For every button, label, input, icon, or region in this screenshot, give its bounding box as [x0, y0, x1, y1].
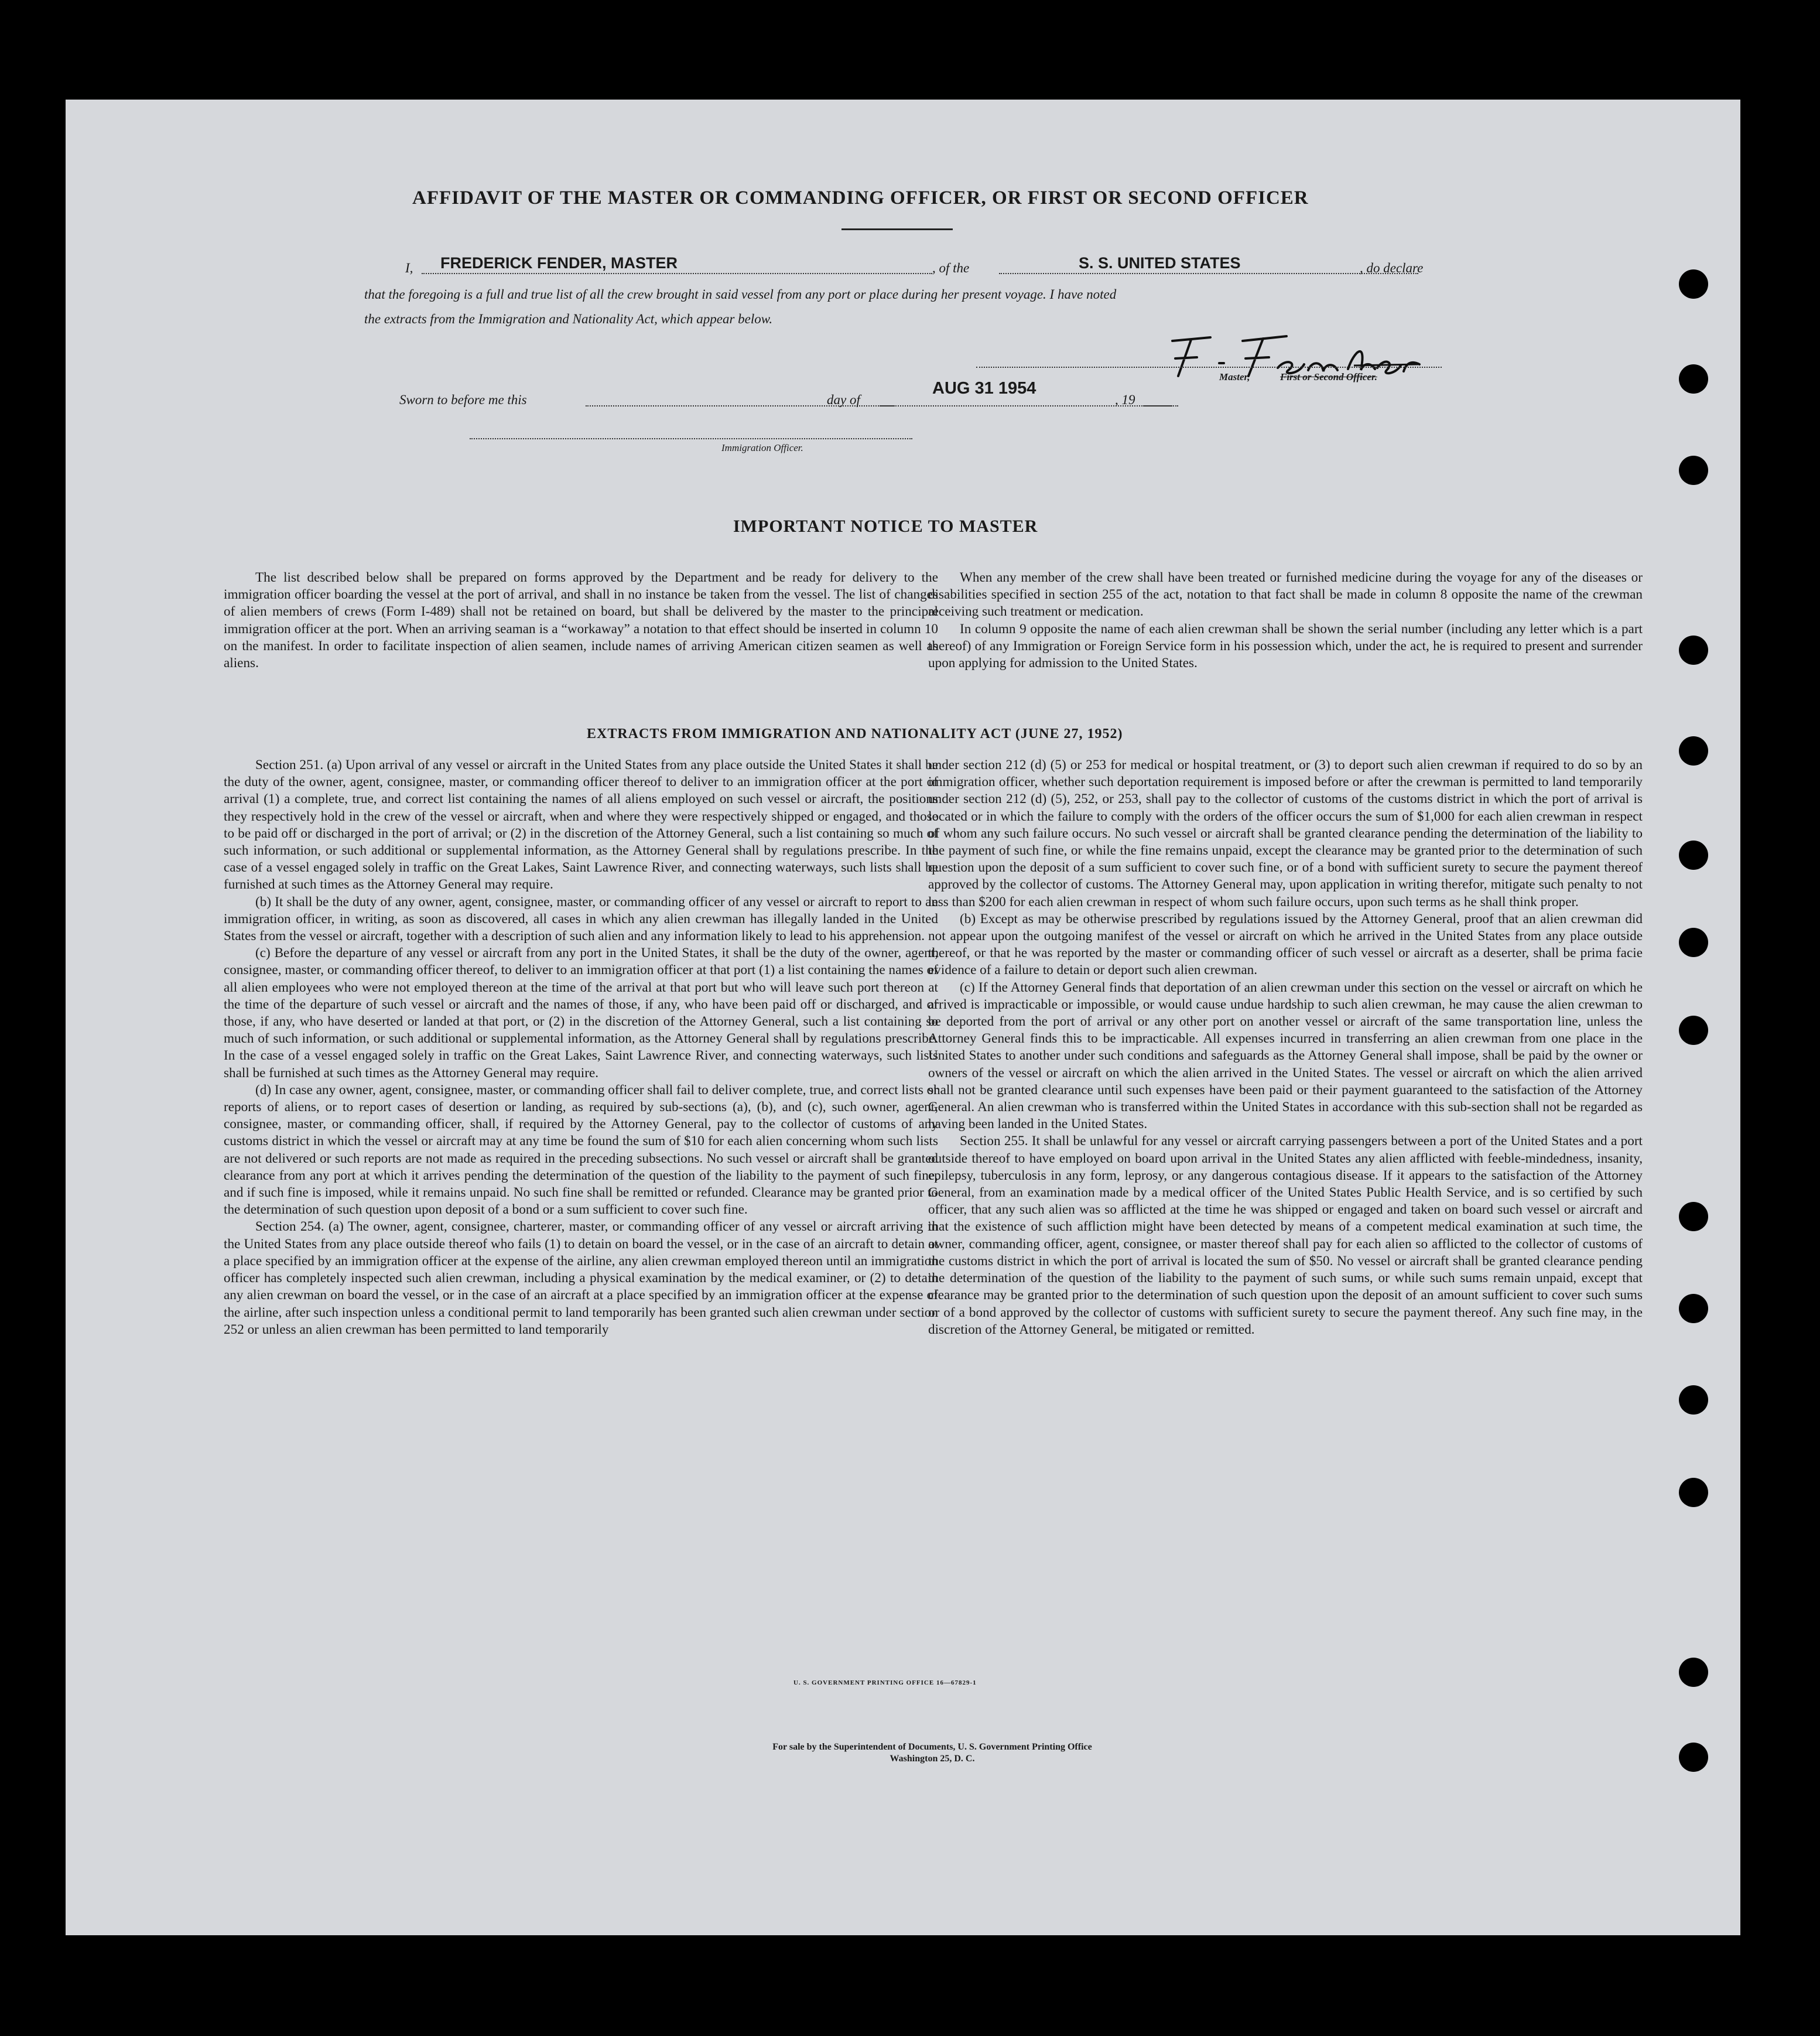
day-of-label: day of — [827, 392, 860, 407]
for-sale-line-2: Washington 25, D. C. — [890, 1754, 975, 1764]
notice-right-text-1: When any member of the crew shall have been treated or furnished medicine during the voyage for any of the diseases or disabilities specified in section 255 of the act, notation to that fact shall be made in column 8 opposite the name of the crewman receiving such treatment or medication. — [928, 570, 1643, 620]
for-sale-line-1: For sale by the Superintendent of Documents, U. S. Government Printing Office — [772, 1742, 1092, 1752]
printing-office-line: U. S. GOVERNMENT PRINTING OFFICE 16—67829-1 — [793, 1679, 977, 1686]
statement-line-1: that the foregoing is a full and true list of all the crew brought in said vessel from any port or place during her present voyage. I have noted — [364, 287, 1117, 302]
of-the-label: , of the — [932, 261, 970, 275]
struck-officer-label: First or Second Officer. — [1280, 371, 1377, 382]
sworn-date-stamp: AUG 31 1954 — [932, 379, 1036, 398]
signature-line — [976, 367, 1442, 368]
binder-hole — [1679, 736, 1708, 766]
binder-hole — [1679, 364, 1708, 394]
master-label: Master, — [1219, 371, 1250, 382]
officer-label: Immigration Officer. — [721, 442, 803, 453]
for-sale-block — [610, 1741, 1254, 1765]
extracts-right-column — [928, 757, 1643, 1338]
affidavit-title: AFFIDAVIT OF THE MASTER OR COMMANDING OFFICER, OR FIRST OR SECOND OFFICER — [412, 187, 1309, 209]
year-line — [1143, 405, 1178, 406]
i-label: I, — [405, 261, 413, 275]
vessel-line — [999, 273, 1418, 274]
master-name-value: FREDERICK FENDER, MASTER — [440, 254, 678, 272]
extract-paragraph: Section 255. It shall be unlawful for any vessel or aircraft carrying passengers between a port of the United States and a port outside thereof to have employed on board upon arrival in the United States any alien afflicted with feeble-mindedness, insanity, epilepsy, tuberculosis in any form, leprosy, or any dangerous contagious disease. If it appears to the satisfaction of the Attorney General, from an examination made by a medical officer of the United States Public Health Service, and is so certified by such officer, that any such alien was so afflicted at the time he was shipped or engaged and taken on board such vessel or aircraft and that the existence of such affliction might have been detected by means of a competent medical examination at such time, the owner, commanding officer, agent, consignee, or master thereof shall pay for each alien so afflicted to the collector of customs of the customs district in which the port of arrival is located the sum of $50. No vessel or aircraft shall be granted clearance pending the determination of the question of the liability to the payment of such sums, or while such sums remain unpaid, except that clearance may be granted prior to the determination of such question upon the deposit of an amount sufficient to cover such sums or of a bond approved by the collector of customs with sufficient surety to secure the payment thereof. Any such fine may, in the discretion of the Attorney General, be mitigated or remitted. — [928, 1133, 1643, 1337]
document-sheet — [66, 100, 1740, 1935]
extract-paragraph: (c) If the Attorney General finds that deportation of an alien crewman under this section on the vessel or aircraft on which he arrived is impracticable or impossible, or would cause undue hardship to such alien crewman, he may cause the alien crewman to be deported from the port of arrival or any other port on another vessel or aircraft of the same transportation line, unless the Attorney General finds this to be impracticable. All expenses incurred in transferring an alien crewman from one place in the United States to another under such conditions and safeguards as the Attorney General shall impose, shall be paid by the owner or owners of the vessel or aircraft on which the alien arrived in the United States. The vessel or aircraft on which the alien arrived shall not be granted clearance until such expenses have been paid or their payment guaranteed to the satisfaction of the Attorney General. An alien crewman who is transferred within the United States in accordance with this sub-section shall not be regarded as having been landed in the United States. — [928, 979, 1643, 1132]
binder-hole — [1679, 1478, 1708, 1507]
extracts-left-column — [224, 757, 938, 1338]
notice-left-text: The list described below shall be prepared on forms approved by the Department and be ready for delivery to the immigration officer boarding the vessel at the port of arrival, and shall in no instance be taken from the vessel. The list of changes of alien members of crews (Form I-489) shall not be retained on board, but shall be delivered by the master to the principal immigration officer at the port. When an arriving seaman is a “workaway” a notation to that effect should be inserted in column 10 on the manifest. In order to facilitate inspection of alien seamen, include names of arriving American citizen seamen as well as aliens. — [224, 570, 938, 671]
extract-paragraph: (d) In case any owner, agent, consignee, master, or commanding officer shall fail to deliver complete, true, and correct lists or reports of aliens, or to report cases of desertion or landing, as required by sub-sections (a), (b), and (c), such owner, agent, consignee, master, or commanding officer, shall, if required by the Attorney General, pay to the collector of customs of any customs district in which the vessel or aircraft may at any time be found the sum of $10 for each alien concerning whom such lists are not delivered or such reports are not made as required in the preceding subsections. No such vessel or aircraft shall be granted clearance from any port at which it arrives pending the determination of the question of the liability to the payment of such fine, and if such fine is imposed, while it remains unpaid. No such fine shall be remitted or refunded. Clearance may be granted prior to the determination of such question upon deposit of a bond or a sum sufficient to cover such fine. — [224, 1082, 938, 1218]
extract-paragraph: Section 251. (a) Upon arrival of any vessel or aircraft in the United States from any place outside the United States it shall be the duty of the owner, agent, consignee, master, or commanding officer thereof to deliver to an immigration officer at the port of arrival (1) a complete, true, and correct list containing the names of all aliens employed on such vessel or aircraft, the positions they respectively hold in the crew of the vessel or aircraft, when and where they were respectively shipped or engaged, and those to be paid off or discharged in the port of arrival; or (2) in the discretion of the Attorney General, such a list containing so much of such information, or such additional or supplemental information, as the Attorney General shall by regulations prescribe. In the case of a vessel engaged solely in traffic on the Great Lakes, Saint Lawrence River, and connecting waterways, such lists shall be furnished at such times as the Attorney General may require. — [224, 757, 938, 893]
statement-line-2: the extracts from the Immigration and Nationality Act, which appear below. — [364, 312, 773, 326]
extract-paragraph: under section 212 (d) (5) or 253 for medical or hospital treatment, or (3) to deport such alien crewman if required to do so by an immigration officer, whether such deportation requirement is imposed before or after the crewman is permitted to land temporarily under section 212 (d) (5), 252, or 253, shall pay to the collector of customs of the customs district in which the port of arrival is located or in which the failure to comply with the orders of the officer occurs the sum of $1,000 for each alien crewman in respect of whom any such failure occurs. No such vessel or aircraft shall be granted clearance pending the determination of the liability to the payment of such fine, or while the fine remains unpaid, except the clearance may be granted prior to the determination of such question upon the deposit of a sum sufficient to cover such fine, or of a bond with sufficient surety to secure the payment thereof approved by the collector of customs. The Attorney General may, upon application in writing therefor, mitigate such penalty to not less than $200 for each alien crewman in respect of whom such failure occurs, upon such terms as he shall think proper. — [928, 757, 1643, 910]
binder-hole — [1679, 269, 1708, 299]
binder-hole — [1679, 1294, 1708, 1323]
notice-title: IMPORTANT NOTICE TO MASTER — [733, 517, 1038, 536]
extract-paragraph: Section 254. (a) The owner, agent, consignee, charterer, master, or commanding officer of any vessel or aircraft arriving in the United States from any place outside thereof who fails (1) to detain on board the vessel, or in the case of an aircraft to detain at a place specified by an immigration officer at the expense of the airline, any alien crewman employed thereon until an immigration officer has completely inspected such alien crewman, including a physical examination by the medical examiner, or (2) to detain any alien crewman on board the vessel, or in the case of an aircraft at a place specified by an immigration officer at the expense of the airline, after such inspection unless a conditional permit to land temporarily has been granted such alien crewman under section 252 or unless an alien crewman has been permitted to land temporarily — [224, 1219, 938, 1337]
binder-hole — [1679, 1658, 1708, 1687]
sworn-label: Sworn to before me this — [399, 392, 527, 407]
notice-right-text-2: In column 9 opposite the name of each alien crewman shall be shown the serial number (including any letter which is a part thereof) of any Immigration or Foreign Service form in his possession which, under the act, he is required to present and surrender upon applying for admission to the United States. — [928, 621, 1643, 671]
binder-hole — [1679, 1202, 1708, 1231]
binder-hole — [1679, 1385, 1708, 1415]
binder-hole — [1679, 841, 1708, 870]
officer-line — [470, 438, 912, 439]
extract-paragraph: (c) Before the departure of any vessel or aircraft from any port in the United States, it shall be the duty of the owner, agent, consignee, master, or commanding officer thereof, to deliver to an immigration officer at that port (1) a list containing the names of all alien employees who were not employed thereon at the time of the arrival at that port but who will leave such port thereon at the time of the departure of such vessel or aircraft and the names of those, if any, who have been paid off or discharged, and of those, if any, who have deserted or landed at that port, or (2) in the discretion of the Attorney General, such a list containing so much of such information, or such additional or supplemental information, as the Attorney General shall by regulations prescribe. In the case of a vessel engaged solely in traffic on the Great Lakes, Saint Lawrence River, and connecting waterways, such lists shall be furnished at such times as the Attorney General may require. — [224, 945, 938, 1081]
binder-hole — [1679, 456, 1708, 485]
extract-paragraph: (b) It shall be the duty of any owner, agent, consignee, master, or commanding officer of any vessel or aircraft to report to an immigration officer, in writing, as soon as discovered, all cases in which any alien crewman has illegally landed in the United States from the vessel or aircraft, together with a description of such alien and any information likely to lead to his apprehension. — [224, 894, 938, 944]
year-label: , 19 — [1115, 392, 1135, 407]
extracts-title: EXTRACTS FROM IMMIGRATION AND NATIONALITY ACT (JUNE 27, 1952) — [587, 726, 1123, 742]
binder-hole — [1679, 1743, 1708, 1772]
binder-hole — [1679, 1016, 1708, 1045]
binder-hole — [1679, 928, 1708, 957]
notice-right-column — [928, 569, 1643, 672]
extract-paragraph: (b) Except as may be otherwise prescribed by regulations issued by the Attorney General, proof that an alien crewman did not appear upon the outgoing manifest of the vessel or aircraft on which he arrived in the United States from any place outside thereof, or that he was reported by the master or commanding officer of such vessel or aircraft as a deserter, shall be prima facie evidence of a failure to detain or deport such alien crewman. — [928, 911, 1643, 978]
notice-left-column — [224, 569, 938, 672]
name-line — [422, 273, 932, 274]
binder-hole — [1679, 636, 1708, 665]
vessel-name-value: S. S. UNITED STATES — [1079, 254, 1241, 272]
title-rule — [841, 228, 953, 230]
do-declare-label: , do declare — [1360, 261, 1424, 275]
